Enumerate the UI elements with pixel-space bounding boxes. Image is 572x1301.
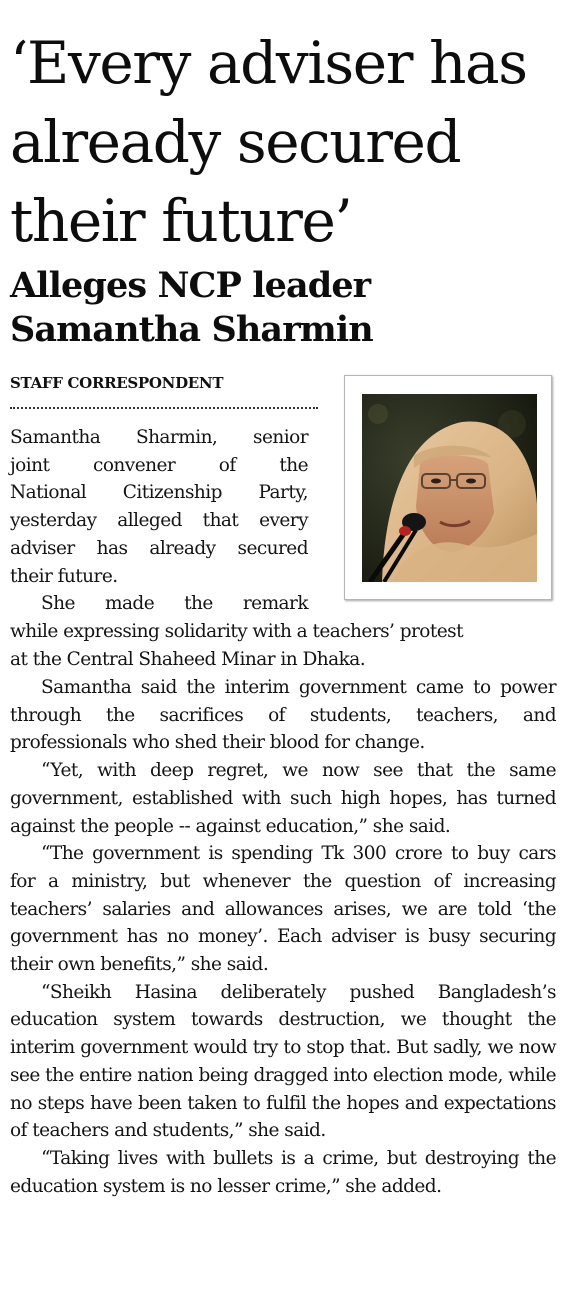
article-paragraph: “Yet, with deep regret, we now see that the same government, established with such high hopes, has turned against the people -- against education,” she said. bbox=[10, 760, 556, 837]
article-line: at the Central Shaheed Minar in Dhaka. bbox=[10, 649, 366, 670]
photo-frame bbox=[344, 375, 552, 600]
headline-line: already secured bbox=[10, 108, 461, 176]
article-line: yesterday alleged that every bbox=[10, 510, 308, 532]
headline-line: ‘Every adviser has bbox=[10, 29, 527, 97]
headline bbox=[10, 24, 565, 261]
article-line: joint convener of the bbox=[10, 454, 308, 476]
article-intro bbox=[10, 424, 308, 618]
speaker-photo bbox=[362, 394, 537, 582]
article-paragraph: Samantha said the interim government came to power through the sacrifices of students, teachers, and professionals who shed their blood for change. bbox=[10, 677, 556, 754]
article-body bbox=[10, 674, 556, 1200]
article-line: She made the remark bbox=[41, 593, 308, 615]
article-line: Samantha Sharmin, senior bbox=[10, 427, 308, 448]
subheadline-line: Alleges NCP leader bbox=[10, 265, 371, 306]
subheadline bbox=[10, 264, 565, 352]
article-line: their future. bbox=[10, 565, 118, 587]
article-paragraph: “The government is spending Tk 300 crore to buy cars for a ministry, but whenever the question of increasing teachers’ salaries and allowances arises, we are told ‘the government has no money’. Each adviser is busy securing their own benefits,” she said. bbox=[10, 843, 556, 976]
speaker-portrait-image bbox=[362, 394, 537, 582]
article-paragraph: “Taking lives with bullets is a crime, but destroying the education system is no lesser crime,” she added. bbox=[10, 1147, 556, 1197]
article-line: while expressing solidarity with a teachers’ protest bbox=[10, 621, 463, 642]
byline: STAFF CORRESPONDENT bbox=[10, 374, 224, 392]
subheadline-line: Samantha Sharmin bbox=[10, 309, 373, 350]
article-line: adviser has already secured bbox=[10, 537, 308, 559]
article-paragraph: “Sheikh Hasina deliberately pushed Bangladesh’s education system towards destruction, we thought the interim government would try to stop that. But sadly, we now see the entire nation being dragged into election mode, while no steps have been taken to fulfil the hopes and expectations of teachers and students,” she said. bbox=[10, 981, 556, 1142]
byline-divider bbox=[10, 407, 318, 409]
article-line: National Citizenship Party, bbox=[10, 482, 308, 504]
headline-line: their future’ bbox=[10, 187, 352, 255]
